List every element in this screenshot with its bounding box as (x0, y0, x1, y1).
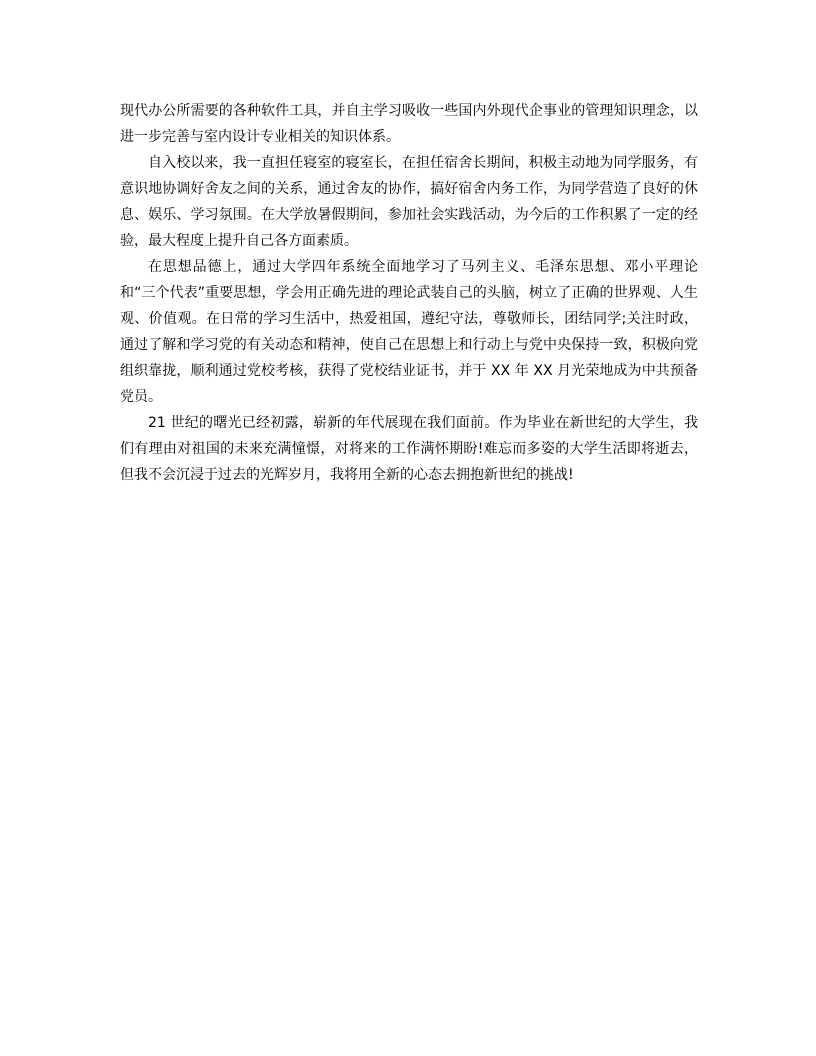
document-body (120, 98, 698, 488)
paragraph-1: 现代办公所需要的各种软件工具，并自主学习吸收一些国内外现代企事业的管理知识理念，以进一步完善与室内设计专业相关的知识体系。 (120, 103, 698, 145)
paragraph-2: 自入校以来，我一直担任寝室的寝室长，在担任宿舍长期间，积极主动地为同学服务，有意识地协调好舍友之间的关系，通过舍友的协作，搞好宿舍内务工作，为同学营造了良好的休息、娱乐、学习氛围。在大学放暑假期间，参加社会实践活动，为今后的工作积累了一定的经验，最大程度上提升自己各方面素质。 (120, 155, 698, 249)
paragraph-4: 21 世纪的曙光已经初露，崭新的年代展现在我们面前。作为毕业在新世纪的大学生，我们有理由对祖国的未来充满憧憬，对将来的工作满怀期盼!难忘而多姿的大学生活即将逝去，但我不会沉浸于过去的光辉岁月，我将用全新的心态去拥抱新世纪的挑战! (120, 415, 698, 483)
paragraph-3: 在思想品德上，通过大学四年系统全面地学习了马列主义、毛泽东思想、邓小平理论和“三个代表”重要思想，学会用正确先进的理论武装自己的头脑，树立了正确的世界观、人生观、价值观。在日常的学习生活中，热爱祖国，遵纪守法，尊敬师长，团结同学;关注时政，通过了解和学习党的有关动态和精神，使自己在思想上和行动上与党中央保持一致，积极向党组织靠拢，顺利通过党校考核，获得了党校结业证书，并于 XX 年 XX 月光荣地成为中共预备党员。 (120, 259, 698, 405)
